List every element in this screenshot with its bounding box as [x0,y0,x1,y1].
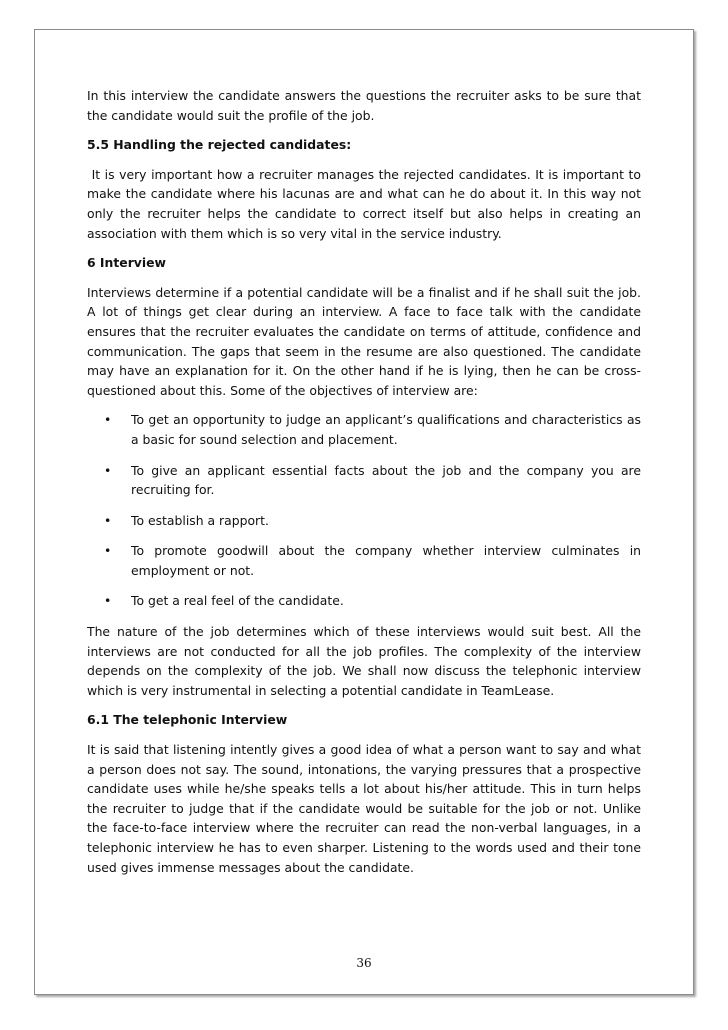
list-item-text: To give an applicant essential facts about the job and the company you are recruiting for. [131,462,641,498]
heading-interview: 6 Interview [87,255,166,271]
list-item [87,591,641,611]
bullet-icon: • [104,412,112,428]
interview-paragraph: Interviews determine if a potential candidate will be a finalist and if he shall suit the job. A lot of things get clear during an interview. A face to face talk with the candidate ensures that the recruiter evaluates the candidate on terms of attitude, confidence and communication. The gaps that seem in the resume are also questioned. The candidate may have an explanation for it. On the other hand if he is lying, then he can be cross-questioned about this. Some of the objectives of interview are: [87,284,641,398]
bullet-icon: • [104,593,112,609]
bullet-icon: • [104,512,112,528]
list-item-text: To promote goodwill about the company whether interview culminates in employment or not. [131,543,641,578]
rejected-candidates-paragraph: It is very important how a recruiter manages the rejected candidates. It is important to make the candidate where his lacunas are and what can he do about it. In this way not only the recruiter helps the candidate to correct itself but also helps in creating an association with them which is so very vital in the service industry. [87,166,641,241]
list-item [87,541,641,580]
document-body [87,86,641,887]
heading-telephonic-interview: 6.1 The telephonic Interview [87,712,288,728]
objectives-list [87,410,641,611]
list-item [87,410,641,449]
bullet-icon: • [104,543,112,559]
list-item [87,511,641,531]
list-item-text: To get an opportunity to judge an applicant’s qualifications and characteristics as a basic for sound selection and placement. [131,412,641,447]
list-item-text: To establish a rapport. [131,512,269,528]
bullet-icon: • [104,462,112,478]
list-item [87,461,641,500]
heading-rejected-candidates: 5.5 Handling the rejected candidates: [87,137,352,153]
telephonic-paragraph: It is said that listening intently gives a good idea of what a person want to say and what a person does not say. The sound, intonations, the varying pressures that a prospective candidate uses while he/she speaks tells a lot about his/her attitude. This in turn helps the recruiter to judge that if the candidate would be suitable for the job or not. Unlike the face-to-face interview where the recruiter can read the non-verbal languages, in a telephonic interview he has to even sharper. Listening to the words used and their tone used gives immense messages about the candidate. [87,742,641,875]
nature-paragraph: The nature of the job determines which of these interviews would suit best. All the interviews are not conducted for all the job profiles. The complexity of the interview depends on the complexity of the job. We shall now discuss the telephonic interview which is very instrumental in selecting a potential candidate in TeamLease. [87,624,641,698]
page-number: 36 [356,956,372,970]
intro-paragraph: In this interview the candidate answers the questions the recruiter asks to be sure that the candidate would suit the profile of the job. [87,88,641,123]
list-item-text: To get a real feel of the candidate. [131,593,344,609]
